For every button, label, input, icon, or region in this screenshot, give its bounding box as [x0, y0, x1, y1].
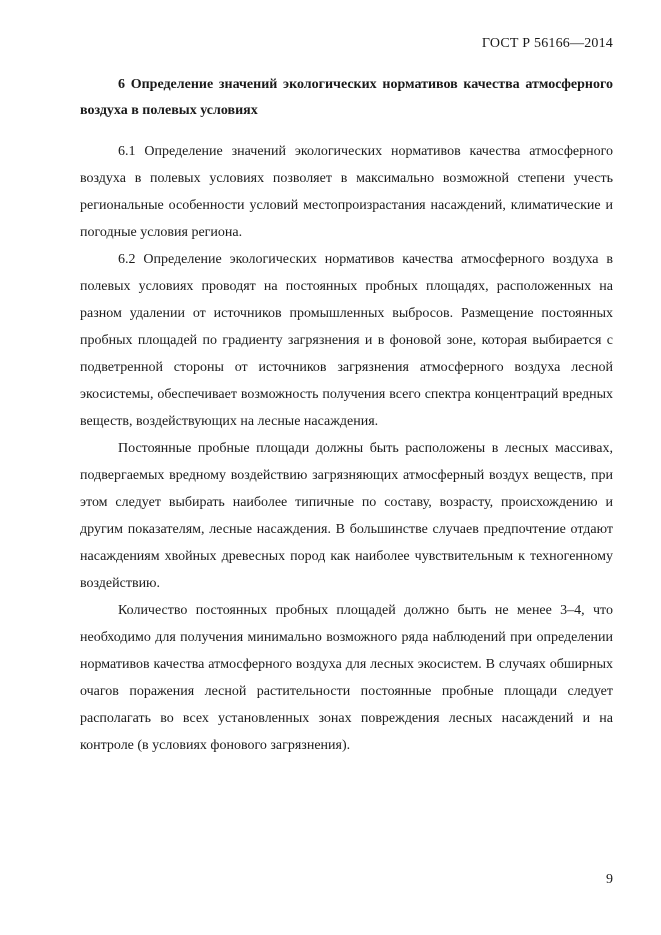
- body-text: [80, 138, 613, 759]
- paragraph-plots-location: Постоянные пробные площади должны быть расположены в лесных массивах, подвергаемых вредному воздействию загрязняющих атмосферный воздух веществ, при этом следует выбирать наиболее типичные по составу, возрасту, происхождению и другим показателям, лесные насаждения. В большинстве случаев предпочтение отдают насаждениям хвойных древесных пород как наиболее чувствительным к техногенному воздействию.: [80, 441, 613, 591]
- standard-id-header: ГОСТ Р 56166—2014: [481, 36, 613, 51]
- section-title: 6 Определение значений экологических нормативов качества атмосферного воздуха в полевых условиях: [80, 77, 613, 118]
- page-number: 9: [606, 872, 613, 887]
- paragraph-6-1: 6.1 Определение значений экологических нормативов качества атмосферного воздуха в полевых условиях позволяет в максимально возможной степени учесть региональные особенности условий местопроизрастания насаждений, климатические и погодные условия региона.: [80, 144, 613, 240]
- paragraph-plots-count: Количество постоянных пробных площадей должно быть не менее 3–4, что необходимо для получения минимально возможного ряда наблюдений при определении нормативов качества атмосферного воздуха для лесных экосистем. В случаях обширных очагов поражения лесной растительности постоянные пробные площади следует располагать во всех установленных зонах повреждения лесных насаждений и на контроле (в условиях фонового загрязнения).: [80, 603, 613, 753]
- paragraph-6-2: 6.2 Определение экологических нормативов качества атмосферного воздуха в полевых условиях проводят на постоянных пробных площадях, расположенных на разном удалении от источников промышленных выбросов. Размещение постоянных пробных площадей по градиенту загрязнения и в фоновой зоне, которая выбирается с подветренной стороны от источников загрязнения атмосферного воздуха лесной экосистемы, обеспечивает возможность получения всего спектра концентраций вредных веществ, воздействующих на лесные насаждения.: [80, 252, 613, 429]
